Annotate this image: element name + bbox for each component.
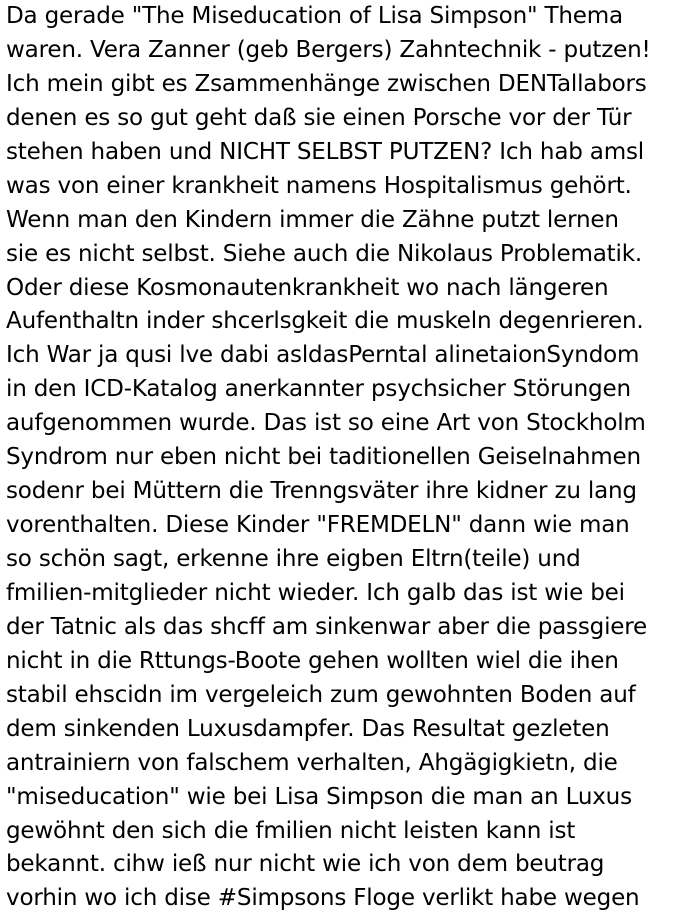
text-line: sodenr bei Müttern die Trenngsväter ihre kidner zu lang: [6, 478, 637, 505]
text-line: gewöhnt den sich die fmilien nicht leisten kann ist: [6, 817, 576, 844]
text-line: Da gerade "The Miseducation of Lisa Simpson" Thema: [6, 3, 623, 29]
text-line: aufgenommen wurde. Das ist so eine Art von Stockholm: [6, 410, 646, 437]
text-line: Ich War ja qusi lve dabi asldasPerntal alinetaionSyndom: [6, 342, 640, 369]
text-line: fmilien-mitglieder nicht wieder. Ich galb das ist wie bei: [6, 579, 625, 606]
text-line: stabil ehscidn im vergeleich zum gewohnten Boden auf: [6, 681, 636, 708]
text-line: vorhin wo ich dise #Simpsons Floge verlikt habe wegen: [6, 885, 640, 912]
text-line: sie es nicht selbst. Siehe auch die Nikolaus Problematik.: [6, 240, 642, 267]
text-line: "miseducation" wie bei Lisa Simpson die man an Luxus: [6, 783, 632, 810]
text-line: so schön sagt, erkenne ihre eigben Eltrn(teile) und: [6, 546, 581, 572]
text-line: was von einer krankheit namens Hospitalismus gehört.: [6, 172, 632, 199]
text-line: antrainiern von falschem verhalten, Ahgägigkietn, die: [6, 749, 618, 776]
text-line: bekannt. cihw ieß nur nicht wie ich von dem beutrag: [6, 851, 605, 878]
text-line: dem sinkenden Luxusdampfer. Das Resultat gezleten: [6, 715, 610, 742]
text-line: vorenthalten. Diese Kinder "FREMDELN" dann wie man: [6, 512, 630, 539]
text-line: der Tatnic als das shcff am sinkenwar aber die passgiere: [6, 613, 648, 640]
text-line: Oder diese Kosmonautenkrankheit wo nach längeren: [6, 274, 609, 301]
text-line: Ich mein gibt es Zsammenhänge zwischen DENTallabors: [6, 70, 647, 97]
text-line: denen es so gut geht daß sie einen Porsche vor der Tür: [6, 104, 632, 131]
text-line: waren. Vera Zanner (geb Bergers) Zahntechnik - putzen!: [6, 36, 651, 63]
text-line: in den ICD-Katalog anerkannter psychsicher Störungen: [6, 376, 631, 403]
text-line: stehen haben und NICHT SELBST PUTZEN? Ich hab amsl: [6, 138, 644, 165]
text-line: Syndrom nur eben nicht bei taditionellen Geiselnahmen: [6, 444, 641, 471]
document-body: [6, 0, 682, 916]
text-line: nicht in die Rttungs-Boote gehen wollten wiel die ihen: [6, 647, 619, 674]
text-line: Aufenthaltn inder shcerlsgkeit die muskeln degenrieren.: [6, 308, 644, 335]
text-line: Wenn man den Kindern immer die Zähne putzt lernen: [6, 206, 619, 233]
